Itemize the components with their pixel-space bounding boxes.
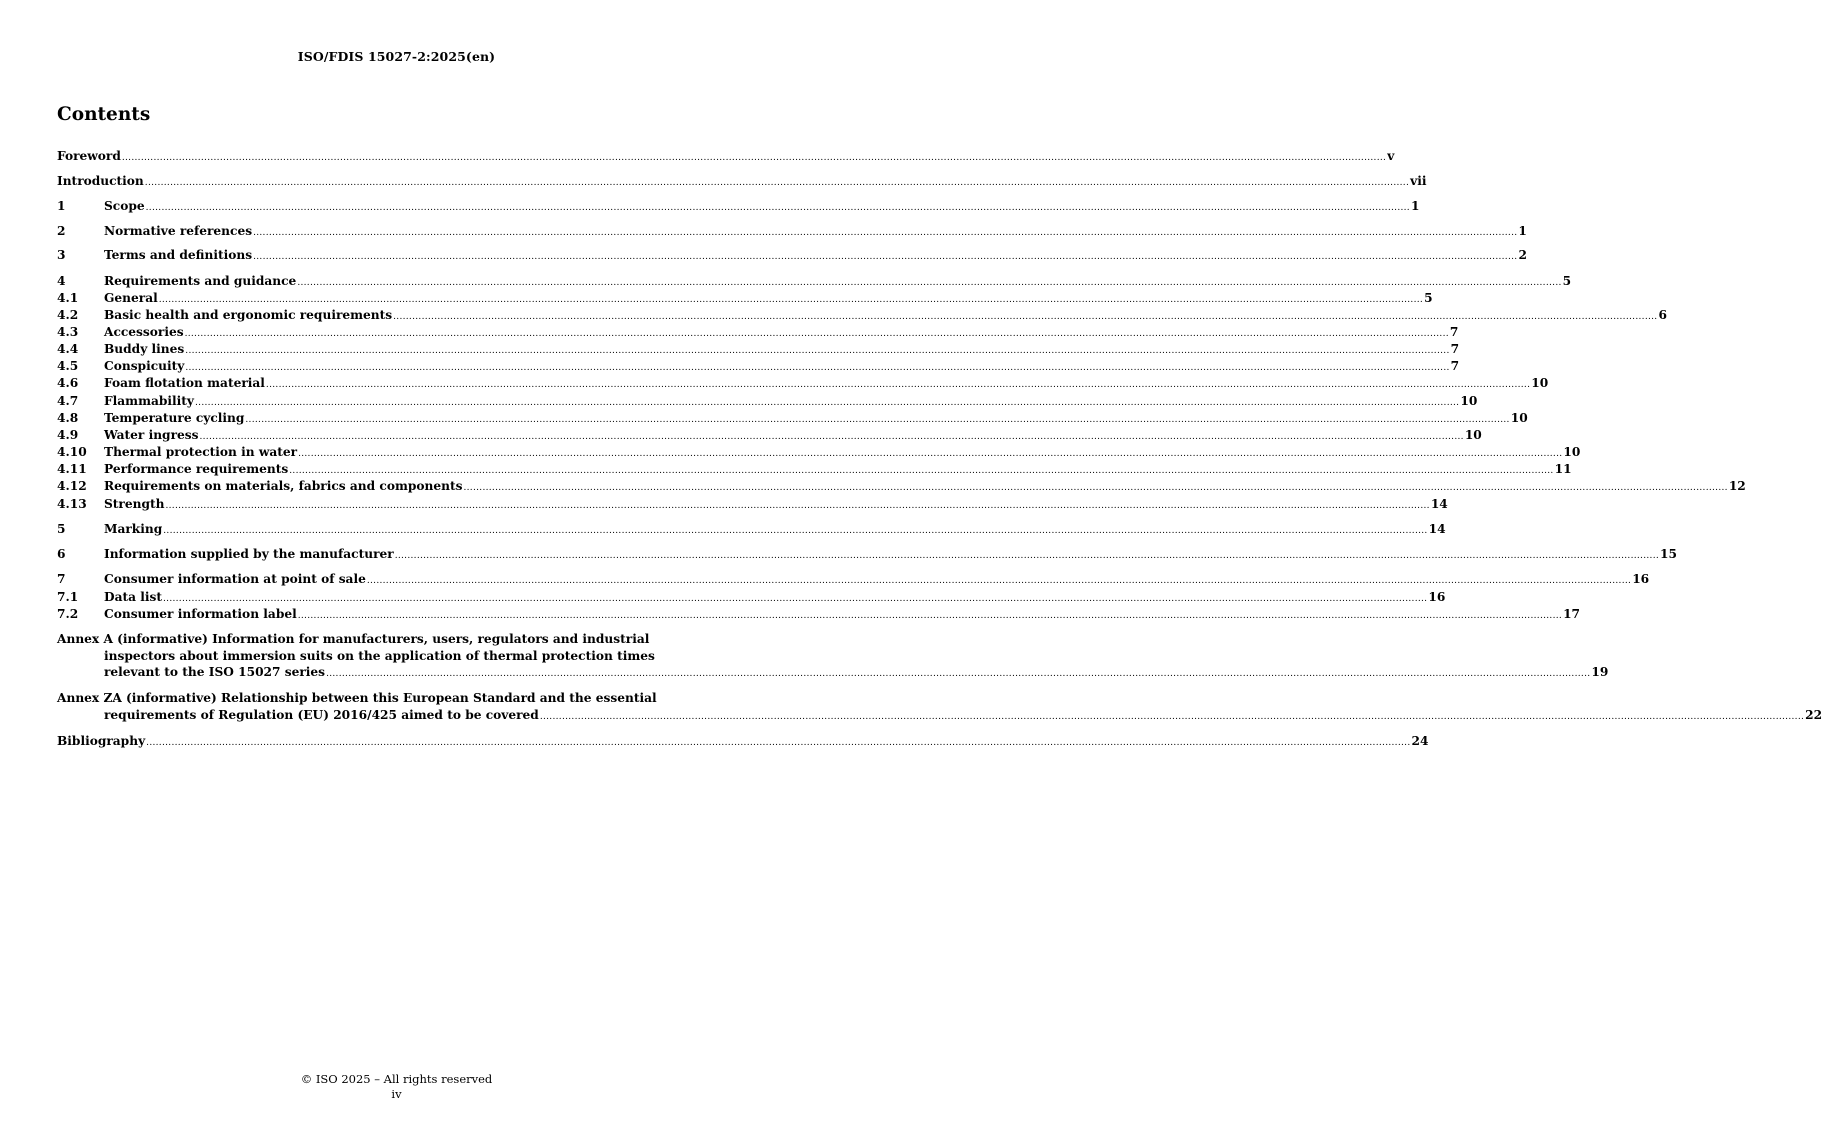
toc-entry-buddy-lines[interactable]: 4.4 Buddy lines ................................................................................................................................................................................................................................................................................................................................................................................................................ 7: [57, 341, 707, 358]
toc-entry-thermal-protection[interactable]: 4.10 Thermal protection in water ................................................................................................................................................................................................................................................................................................................................................................................................................ 10: [57, 444, 707, 461]
leader-dots: ................................................................................................................................................................................................................................................................................................................................................................................................................: [185, 363, 1450, 373]
copyright-notice: © ISO 2025 – All rights reserved: [300, 1072, 493, 1086]
leader-dots: ................................................................................................................................................................................................................................................................................................................................................................................................................: [393, 312, 1658, 322]
leader-dots: ................................................................................................................................................................................................................................................................................................................................................................................................................: [394, 551, 1660, 561]
toc-entry-requirements-and-guidance[interactable]: 4 Requirements and guidance ................................................................................................................................................................................................................................................................................................................................................................................................................ 5: [57, 273, 707, 290]
toc-entry-performance-requirements[interactable]: 4.11 Performance requirements ................................................................................................................................................................................................................................................................................................................................................................................................................ 11: [57, 461, 707, 478]
leader-dots: ................................................................................................................................................................................................................................................................................................................................................................................................................: [265, 380, 1531, 390]
leader-dots: ................................................................................................................................................................................................................................................................................................................................................................................................................: [163, 594, 1428, 604]
toc-entry-materials-fabrics[interactable]: 4.12 Requirements on materials, fabrics and components ................................................................................................................................................................................................................................................................................................................................................................................................................ 12: [57, 478, 707, 495]
page-number: iv: [391, 1087, 402, 1101]
leader-dots: ................................................................................................................................................................................................................................................................................................................................................................................................................: [121, 153, 1387, 163]
toc-entry-general[interactable]: 4.1 General ................................................................................................................................................................................................................................................................................................................................................................................................................ 5: [57, 290, 707, 307]
toc-entry-marking[interactable]: 5 Marking ................................................................................................................................................................................................................................................................................................................................................................................................................ 14: [57, 521, 707, 538]
leader-dots: ................................................................................................................................................................................................................................................................................................................................................................................................................: [298, 449, 1563, 459]
toc-entry-basic-health[interactable]: 4.2 Basic health and ergonomic requirements ................................................................................................................................................................................................................................................................................................................................................................................................................ 6: [57, 307, 707, 324]
toc-entry-annex-za[interactable]: Annex ZA (informative) Relationship between this European Standard and the essential requirements of Regulation (EU) 2016/425 aimed to be covered ................................................................................................................................................................................................................................................................................................................................................................................................................ 22: [57, 690, 707, 726]
toc-entry-flammability[interactable]: 4.7 Flammability ................................................................................................................................................................................................................................................................................................................................................................................................................ 10: [57, 393, 707, 410]
toc-entry-scope[interactable]: 1 Scope ................................................................................................................................................................................................................................................................................................................................................................................................................ 1: [57, 198, 707, 215]
leader-dots: ................................................................................................................................................................................................................................................................................................................................................................................................................: [185, 346, 1450, 356]
leader-dots: ................................................................................................................................................................................................................................................................................................................................................................................................................: [163, 526, 1428, 536]
leader-dots: ................................................................................................................................................................................................................................................................................................................................................................................................................: [245, 415, 1510, 425]
leader-dots: ................................................................................................................................................................................................................................................................................................................................................................................................................: [297, 278, 1562, 288]
leader-dots: ................................................................................................................................................................................................................................................................................................................................................................................................................: [253, 228, 1518, 238]
leader-dots: ................................................................................................................................................................................................................................................................................................................................................................................................................: [253, 252, 1518, 262]
toc-entry-bibliography[interactable]: Bibliography ................................................................................................................................................................................................................................................................................................................................................................................................................ 24: [57, 733, 707, 750]
toc-entry-normative-references[interactable]: 2 Normative references ................................................................................................................................................................................................................................................................................................................................................................................................................ 1: [57, 223, 707, 240]
toc-entry-introduction[interactable]: Introduction ................................................................................................................................................................................................................................................................................................................................................................................................................ vii: [57, 173, 707, 190]
leader-dots: ................................................................................................................................................................................................................................................................................................................................................................................................................: [289, 466, 1554, 476]
document-header: ISO/FDIS 15027-2:2025(en): [297, 49, 496, 64]
toc-entry-consumer-information[interactable]: 7 Consumer information at point of sale ................................................................................................................................................................................................................................................................................................................................................................................................................ 16: [57, 571, 707, 588]
contents-title: Contents: [57, 104, 151, 125]
toc-entry-consumer-label[interactable]: 7.2 Consumer information label ................................................................................................................................................................................................................................................................................................................................................................................................................ 17: [57, 606, 707, 623]
toc-entry-terms-and-definitions[interactable]: 3 Terms and definitions ................................................................................................................................................................................................................................................................................................................................................................................................................ 2: [57, 247, 707, 264]
leader-dots: ................................................................................................................................................................................................................................................................................................................................................................................................................: [539, 711, 1805, 722]
leader-dots: ................................................................................................................................................................................................................................................................................................................................................................................................................: [195, 398, 1460, 408]
leader-dots: ................................................................................................................................................................................................................................................................................................................................................................................................................: [165, 501, 1430, 511]
leader-dots: ................................................................................................................................................................................................................................................................................................................................................................................................................: [199, 432, 1464, 442]
leader-dots: ................................................................................................................................................................................................................................................................................................................................................................................................................: [144, 178, 1410, 188]
toc-entry-information-supplied[interactable]: 6 Information supplied by the manufacturer ................................................................................................................................................................................................................................................................................................................................................................................................................ 15: [57, 546, 707, 563]
toc-entry-data-list[interactable]: 7.1 Data list ................................................................................................................................................................................................................................................................................................................................................................................................................ 16: [57, 589, 707, 606]
leader-dots: ................................................................................................................................................................................................................................................................................................................................................................................................................: [463, 483, 1728, 493]
leader-dots: ................................................................................................................................................................................................................................................................................................................................................................................................................: [158, 295, 1424, 305]
leader-dots: ................................................................................................................................................................................................................................................................................................................................................................................................................: [326, 669, 1591, 679]
toc-entry-temperature-cycling[interactable]: 4.8 Temperature cycling ................................................................................................................................................................................................................................................................................................................................................................................................................ 10: [57, 410, 707, 427]
leader-dots: ................................................................................................................................................................................................................................................................................................................................................................................................................: [145, 203, 1410, 213]
toc-entry-accessories[interactable]: 4.3 Accessories ................................................................................................................................................................................................................................................................................................................................................................................................................ 7: [57, 324, 707, 341]
leader-dots: ................................................................................................................................................................................................................................................................................................................................................................................................................: [184, 329, 1449, 339]
leader-dots: ................................................................................................................................................................................................................................................................................................................................................................................................................: [366, 576, 1632, 586]
page-footer: [0, 1072, 793, 1102]
toc-entry-annex-a[interactable]: Annex A (informative) Information for manufacturers, users, regulators and industrial inspectors about immersion suits on the application of thermal protection times relevant to the ISO 15027 series ................................................................................................................................................................................................................................................................................................................................................................................................................ 19: [57, 631, 707, 683]
toc-entry-foreword[interactable]: Foreword ................................................................................................................................................................................................................................................................................................................................................................................................................ v: [57, 148, 707, 165]
leader-dots: ................................................................................................................................................................................................................................................................................................................................................................................................................: [146, 738, 1411, 748]
toc-entry-conspicuity[interactable]: 4.5 Conspicuity ................................................................................................................................................................................................................................................................................................................................................................................................................ 7: [57, 358, 707, 375]
toc-entry-foam-flotation[interactable]: 4.6 Foam flotation material ................................................................................................................................................................................................................................................................................................................................................................................................................ 10: [57, 375, 707, 392]
toc-entry-water-ingress[interactable]: 4.9 Water ingress ................................................................................................................................................................................................................................................................................................................................................................................................................ 10: [57, 427, 707, 444]
leader-dots: ................................................................................................................................................................................................................................................................................................................................................................................................................: [297, 611, 1563, 621]
toc-entry-strength[interactable]: 4.13 Strength ................................................................................................................................................................................................................................................................................................................................................................................................................ 14: [57, 496, 707, 513]
